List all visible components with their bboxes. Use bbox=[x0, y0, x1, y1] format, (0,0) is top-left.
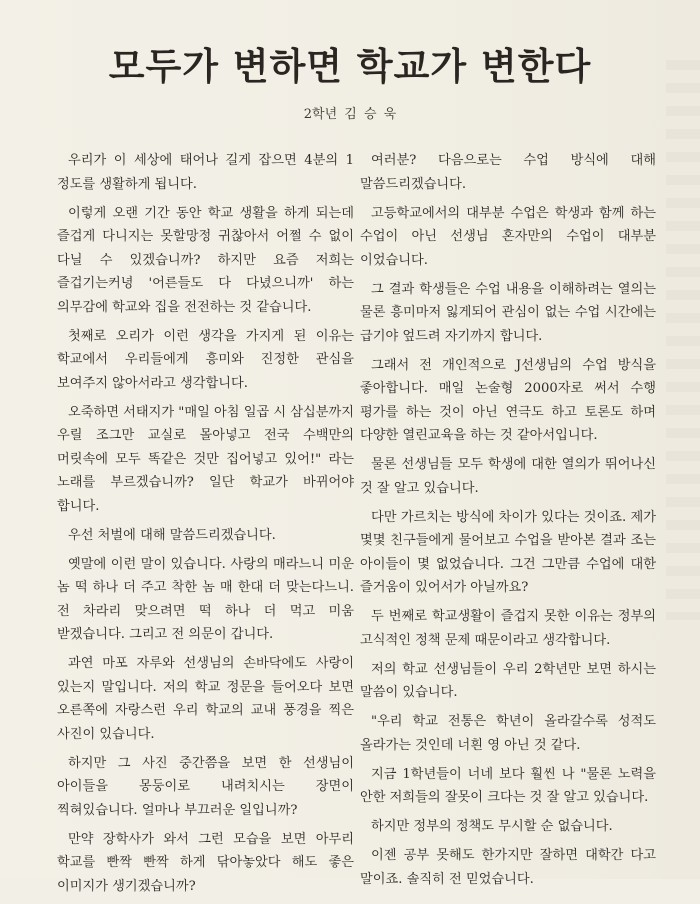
paragraph: 그래서 전 개인적으로 J선생님의 수업 방식을 좋아합니다. 매일 논술형 2000자로 써서 수행 평가를 하는 것이 아닌 연극도 하고 토론도 하며 다양한 열린교육을 하는 것 같아서입니다. bbox=[360, 357, 656, 443]
paragraph: 우리가 이 세상에 태어나 길게 잡으면 4분의 1 정도를 생활하게 됩니다. bbox=[57, 153, 354, 192]
paragraph: 이렇게 오랜 기간 동안 학교 생활을 하게 되는데 즐겁게 다니지는 못할망정 귀찮아서 어쩔 수 없이 다닐 수 있겠습니까? 하지만 요즘 저희는 즐겁기는커녕 '어른들도 다 다녔으니까' 하는 의무감에 학교와 집을 전전하는 것 같습니다. bbox=[57, 205, 354, 315]
paragraph: 하지만 정부의 정책도 무시할 순 없습니다. bbox=[371, 819, 613, 834]
article-title: 모두가 변하면 학교가 변한다 bbox=[108, 45, 592, 88]
paragraph: 저의 학교 선생님들이 우리 2학년만 보면 하시는 말씀이 있습니다. bbox=[360, 661, 656, 700]
paragraph: 이젠 공부 못해도 한가지만 잘하면 대학간 다고 말이죠. 솔직히 전 믿었습니다. bbox=[360, 848, 656, 887]
paragraph: 두 번째로 학교생활이 즐겁지 못한 이유는 정부의 고식적인 정책 문제 때문이라고 생각합니다. bbox=[360, 609, 656, 648]
paragraph: 하지만 그 사진 중간쯤을 보면 한 선생님이 아이들을 몽둥이로 내려치시는 장면이 찍혀있습니다. 얼마나 부끄러운 일입니까? bbox=[57, 755, 354, 818]
paragraph: 다만 가르치는 방식에 차이가 있다는 것이죠. 제가 몇몇 친구들에게 물어보고 수업을 받아본 결과 조는 아이들이 몇 없었습니다. 그건 그만큼 수업에 대한 즐거움이 있어서가 아닐까요? bbox=[360, 509, 656, 595]
paragraph: 과연 마포 자루와 선생님의 손바닥에도 사랑이 있는지 말입니다. 저의 학교 정문을 들어오다 보면 오른쪽에 자랑스런 우리 학교의 교내 풍경을 찍은 사진이 있습니다. bbox=[57, 656, 354, 742]
left-column bbox=[57, 149, 354, 904]
article-byline: 2학년 김 승 욱 bbox=[303, 107, 397, 122]
paragraph: 옛말에 이런 말이 있습니다. 사랑의 매라느니 미운 놈 떡 하나 더 주고 착한 놈 매 한대 더 맞는다느니. 전 차라리 맞으려면 떡 하나 더 먹고 미움 받겠습니다. 그리고 전 의문이 갑니다. bbox=[57, 556, 354, 642]
paragraph: 만약 장학사가 와서 그런 모습을 보면 아무리 학교를 빤짝 빤짝 하게 닦아놓았다 해도 좋은 이미지가 생기겠습니까? bbox=[57, 831, 354, 894]
paragraph: 그 결과 학생들은 수업 내용을 이해하려는 열의는 물론 흥미마저 잃게되어 관심이 없는 수업 시간에는 급기야 엎드려 자기까지 합니다. bbox=[360, 281, 656, 344]
paragraph: 고등학교에서의 대부분 수업은 학생과 함께 하는 수업이 아닌 선생님 혼자만의 수업이 대부분 이었습니다. bbox=[360, 205, 656, 268]
facing-page-bleed bbox=[666, 60, 700, 620]
paragraph: "우리 학교 전통은 학년이 올라갈수록 성적도 올라가는 것인데 너흰 영 아닌 것 같다. bbox=[360, 714, 656, 753]
paragraph: 여러분? 다음으로는 수업 방식에 대해 말씀드리겠습니다. bbox=[360, 153, 656, 192]
paragraph: 물론 선생님들 모두 학생에 대한 열의가 뛰어나신 것 잘 알고 있습니다. bbox=[360, 457, 656, 496]
paragraph: 첫째로 오리가 이런 생각을 가지게 된 이유는 학교에서 우리들에게 흥미와 진정한 관심을 보여주지 않아서라고 생각합니다. bbox=[57, 328, 354, 391]
paragraph: 오죽하면 서태지가 "매일 아침 일곱 시 삼십분까지 우릴 조그만 교실로 몰아넣고 전국 수백만의 머릿속에 모두 똑같은 것만 집어넣고 있어!" 라는 노래를 부르겠습니까? 일단 학교가 바뀌어야 합니다. bbox=[57, 404, 354, 514]
paragraph: 우선 처벌에 대해 말씀드리겠습니다. bbox=[68, 527, 276, 543]
right-column bbox=[360, 149, 656, 897]
paragraph: 지금 1학년들이 너네 보다 훨씬 나 "물론 노력을 안한 저희들의 잘못이 크다는 것 잘 알고 있습니다. bbox=[360, 766, 656, 805]
